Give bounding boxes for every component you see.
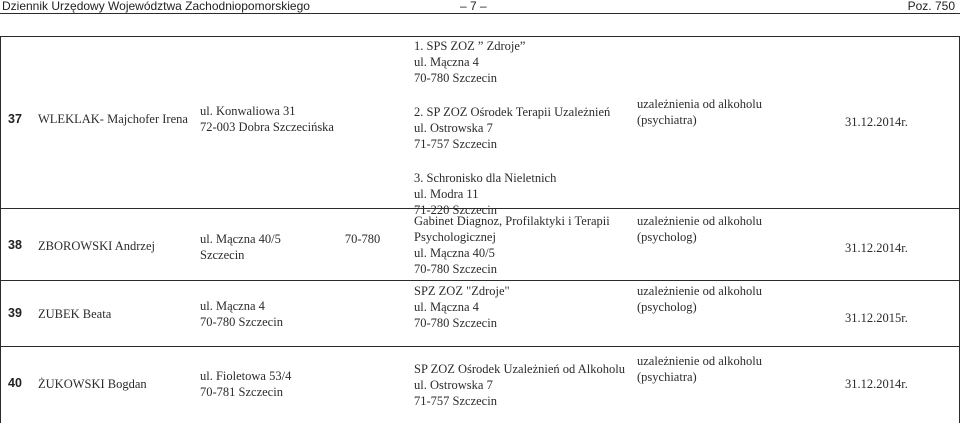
entry-number: 39 — [8, 306, 22, 320]
validity-date: 31.12.2014r. — [845, 115, 908, 129]
person-name: ZBOROWSKI Andrzej — [38, 239, 155, 253]
institution: 1. SPS ZOZ ” Zdroje” ul. Mączna 4 70-780 Szczecin — [414, 39, 526, 85]
row-divider — [0, 346, 960, 347]
person-name: WLEKLAK- Majchofer Irena — [38, 112, 188, 126]
header-rule — [0, 13, 960, 14]
position-number: Poz. 750 — [907, 0, 955, 13]
entry-number: 37 — [8, 112, 22, 126]
institutions — [414, 38, 610, 218]
validity-date: 31.12.2015r. — [845, 311, 908, 325]
person-name: ŻUKOWSKI Bogdan — [38, 377, 147, 391]
page-header — [0, 0, 960, 14]
journal-title: Dziennik Urzędowy Województwa Zachodniopomorskiego — [2, 0, 310, 13]
specialty: uzależnienie od alkoholu (psycholog) — [637, 284, 762, 314]
entry-number: 40 — [8, 376, 22, 390]
person-name: ZUBEK Beata — [38, 307, 112, 321]
row-divider — [0, 280, 960, 281]
table-top-border — [0, 36, 960, 37]
person-address: ul. Konwaliowa 31 72-003 Dobra Szczecińska — [200, 104, 334, 134]
specialty: uzależnienia od alkoholu (psychiatra) — [637, 97, 762, 127]
validity-date: 31.12.2014r. — [845, 377, 908, 391]
institution: SPZ ZOZ "Zdroje" ul. Mączna 4 70-780 Szczecin — [414, 284, 510, 330]
institution: 3. Schronisko dla Nieletnich ul. Modra 11 71-220 Szczecin — [414, 171, 557, 217]
page-number: – 7 – — [460, 0, 487, 13]
person-address: ul. Fioletowa 53/4 70-781 Szczecin — [200, 369, 292, 399]
column-border — [0, 36, 1, 423]
person-address: ul. Mączna 4 70-780 Szczecin — [200, 299, 283, 329]
specialty: uzależnienie od alkoholu (psycholog) — [637, 214, 762, 244]
validity-date: 31.12.2014r. — [845, 241, 908, 255]
entry-number: 38 — [8, 238, 22, 252]
specialty: uzależnienie od alkoholu (psychiatra) — [637, 354, 762, 384]
institution: SP ZOZ Ośrodek Uzależnień od Alkoholu ul. Ostrowska 7 71-757 Szczecin — [414, 362, 625, 408]
institution: Gabinet Diagnoz, Profilaktyki i Terapii Psychologicznej ul. Mączna 40/5 70-780 Szczecin — [414, 214, 610, 276]
person-address: ul. Mączna 40/5 70-780 Szczecin — [200, 232, 381, 262]
institution: 2. SP ZOZ Ośrodek Terapii Uzależnień ul. Ostrowska 7 71-757 Szczecin — [414, 105, 611, 151]
